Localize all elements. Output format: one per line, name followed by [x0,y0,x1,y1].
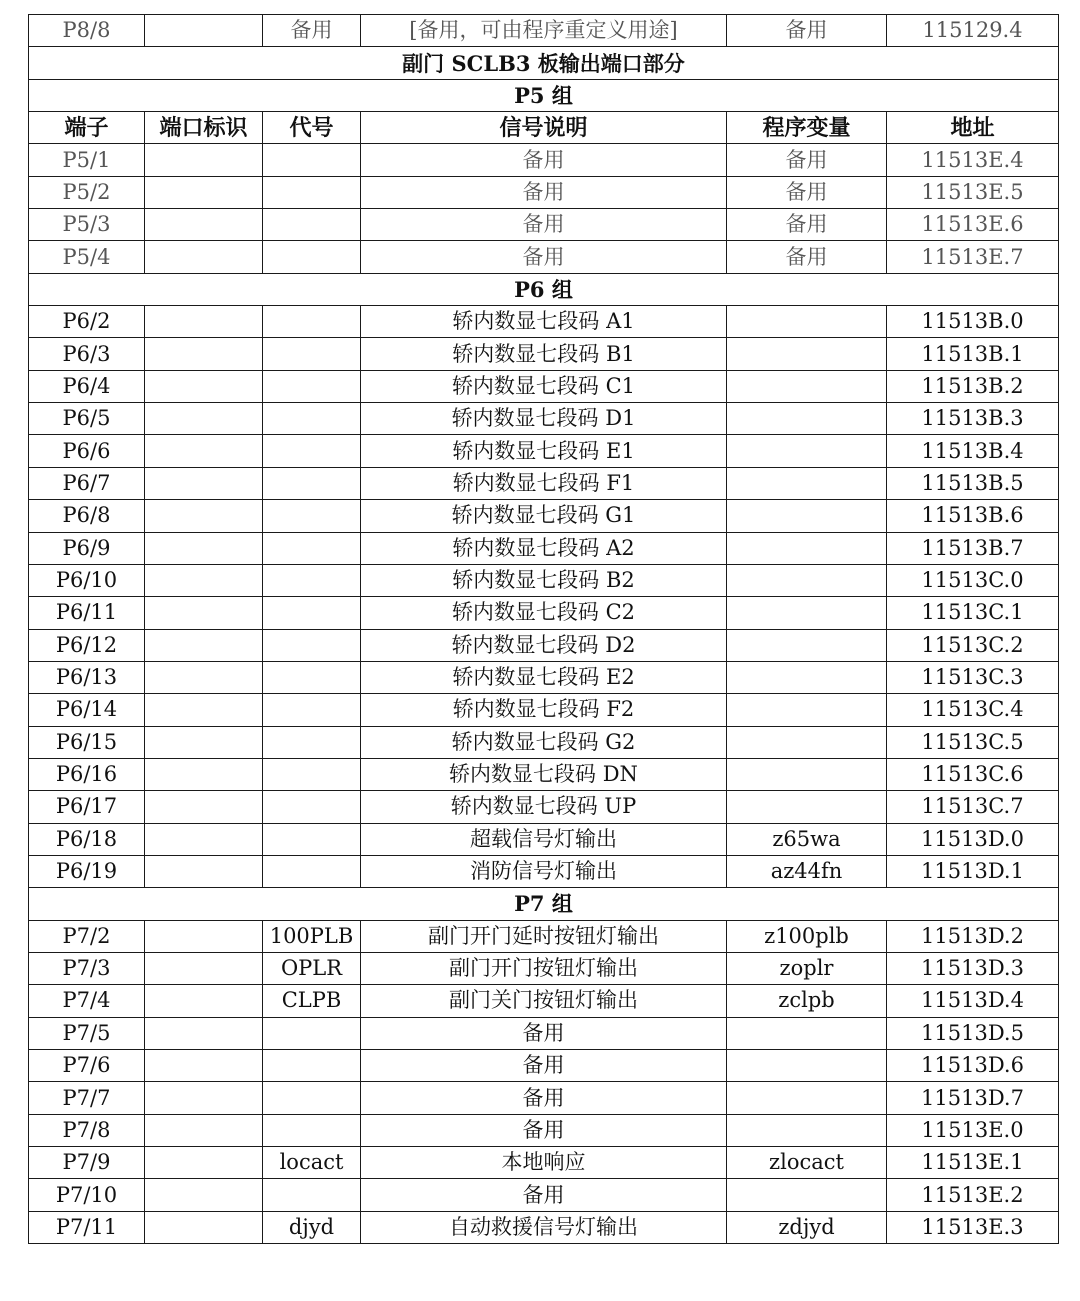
program-var-cell: 备用 [727,176,887,208]
code-cell [263,1082,361,1114]
signal-desc-cell: 备用 [361,1017,727,1049]
program-var-cell [727,370,887,402]
terminal-cell: P7/10 [29,1179,145,1211]
port-id-cell [145,1114,263,1146]
terminal-cell: P6/17 [29,791,145,823]
table-row [29,467,1059,499]
terminal-cell: P7/3 [29,952,145,984]
table-row [29,176,1059,208]
terminal-cell: P5/3 [29,209,145,241]
code-cell [263,403,361,435]
table-row [29,629,1059,661]
code-cell: djyd [263,1211,361,1243]
address-cell: 11513D.2 [887,920,1059,952]
address-cell: 115129.4 [887,15,1059,47]
code-cell [263,726,361,758]
port-id-cell [145,920,263,952]
table-row [29,15,1059,47]
port-id-cell [145,467,263,499]
address-cell: 11513C.6 [887,758,1059,790]
table-row [29,1082,1059,1114]
code-cell: 100PLB [263,920,361,952]
port-id-cell [145,791,263,823]
signal-desc-cell: 轿内数显七段码 B2 [361,564,727,596]
table-row [29,758,1059,790]
group-title: P6 组 [29,273,1059,305]
program-var-cell [727,758,887,790]
table-row [29,306,1059,338]
signal-desc-cell: 轿内数显七段码 D1 [361,403,727,435]
terminal-cell: P7/9 [29,1147,145,1179]
port-id-cell [145,1147,263,1179]
program-var-cell: az44fn [727,855,887,887]
program-var-cell [727,403,887,435]
program-var-cell [727,564,887,596]
port-id-cell [145,952,263,984]
terminal-cell: P6/2 [29,306,145,338]
table-row [29,1211,1059,1243]
port-id-cell [145,823,263,855]
signal-desc-cell: [备用，可由程序重定义用途] [361,15,727,47]
table-row [29,564,1059,596]
address-cell: 11513D.0 [887,823,1059,855]
program-var-cell [727,532,887,564]
signal-desc-cell: 备用 [361,144,727,176]
table-row [29,1147,1059,1179]
port-id-cell [145,661,263,693]
program-var-cell: zlocact [727,1147,887,1179]
signal-desc-cell: 备用 [361,1082,727,1114]
code-cell [263,532,361,564]
table-row [29,791,1059,823]
code-cell [263,306,361,338]
code-cell [263,629,361,661]
signal-desc-cell: 消防信号灯输出 [361,855,727,887]
terminal-cell: P6/4 [29,370,145,402]
port-id-cell [145,241,263,273]
address-cell: 11513E.7 [887,241,1059,273]
address-cell: 11513D.4 [887,985,1059,1017]
program-var-cell: z65wa [727,823,887,855]
address-cell: 11513E.2 [887,1179,1059,1211]
signal-desc-cell: 备用 [361,209,727,241]
code-cell [263,564,361,596]
signal-desc-cell: 轿内数显七段码 UP [361,791,727,823]
table-row [29,823,1059,855]
code-cell [263,1050,361,1082]
signal-desc-cell: 轿内数显七段码 C2 [361,597,727,629]
terminal-cell: P6/3 [29,338,145,370]
table-row [29,855,1059,887]
signal-desc-cell: 轿内数显七段码 F2 [361,694,727,726]
program-var-cell [727,1114,887,1146]
group-header-row [29,79,1059,111]
table-row [29,726,1059,758]
code-cell [263,855,361,887]
signal-desc-cell: 轿内数显七段码 B1 [361,338,727,370]
code-cell [263,370,361,402]
table-row [29,597,1059,629]
signal-desc-cell: 轿内数显七段码 G1 [361,500,727,532]
code-cell [263,1114,361,1146]
address-cell: 11513E.5 [887,176,1059,208]
column-header-row [29,112,1059,144]
terminal-cell: P7/4 [29,985,145,1017]
port-id-cell [145,500,263,532]
address-cell: 11513E.0 [887,1114,1059,1146]
signal-desc-cell: 自动救援信号灯输出 [361,1211,727,1243]
code-cell [263,694,361,726]
table-row [29,241,1059,273]
group-header-row [29,273,1059,305]
program-var-cell [727,500,887,532]
address-cell: 11513C.0 [887,564,1059,596]
table-row [29,985,1059,1017]
address-cell: 11513E.1 [887,1147,1059,1179]
terminal-cell: P6/18 [29,823,145,855]
port-id-cell [145,629,263,661]
table-row [29,920,1059,952]
code-cell [263,597,361,629]
terminal-cell: P6/11 [29,597,145,629]
address-cell: 11513B.0 [887,306,1059,338]
signal-desc-cell: 副门关门按钮灯输出 [361,985,727,1017]
port-id-cell [145,403,263,435]
table-row [29,370,1059,402]
table-row [29,1114,1059,1146]
port-id-cell [145,1050,263,1082]
signal-desc-cell: 轿内数显七段码 A2 [361,532,727,564]
table-row [29,144,1059,176]
code-cell [263,823,361,855]
code-cell: locact [263,1147,361,1179]
signal-desc-cell: 轿内数显七段码 E1 [361,435,727,467]
terminal-cell: P5/1 [29,144,145,176]
terminal-cell: P6/8 [29,500,145,532]
signal-desc-cell: 轿内数显七段码 G2 [361,726,727,758]
section-title: 副门 SCLB3 板输出端口部分 [29,47,1059,79]
terminal-cell: P8/8 [29,15,145,47]
port-id-cell [145,306,263,338]
terminal-cell: P7/6 [29,1050,145,1082]
code-cell [263,791,361,823]
table-row [29,694,1059,726]
terminal-cell: P5/4 [29,241,145,273]
group-title: P7 组 [29,888,1059,920]
address-cell: 11513E.6 [887,209,1059,241]
address-cell: 11513D.6 [887,1050,1059,1082]
terminal-cell: P6/6 [29,435,145,467]
port-id-cell [145,985,263,1017]
address-cell: 11513D.7 [887,1082,1059,1114]
program-var-cell: zclpb [727,985,887,1017]
address-cell: 11513B.3 [887,403,1059,435]
program-var-cell [727,791,887,823]
address-cell: 11513C.1 [887,597,1059,629]
program-var-cell [727,1017,887,1049]
terminal-cell: P7/11 [29,1211,145,1243]
table-row [29,532,1059,564]
code-cell [263,241,361,273]
table-row [29,952,1059,984]
program-var-cell [727,435,887,467]
address-cell: 11513C.4 [887,694,1059,726]
code-cell: CLPB [263,985,361,1017]
terminal-cell: P6/10 [29,564,145,596]
table-row [29,1050,1059,1082]
signal-desc-cell: 备用 [361,1114,727,1146]
program-var-cell [727,661,887,693]
terminal-cell: P6/9 [29,532,145,564]
address-cell: 11513B.1 [887,338,1059,370]
signal-desc-cell: 轿内数显七段码 A1 [361,306,727,338]
table-row [29,403,1059,435]
port-id-cell [145,144,263,176]
signal-desc-cell: 超载信号灯输出 [361,823,727,855]
table-row [29,1017,1059,1049]
code-cell: 备用 [263,15,361,47]
address-cell: 11513E.3 [887,1211,1059,1243]
program-var-cell [727,1179,887,1211]
table-row [29,209,1059,241]
port-id-cell [145,370,263,402]
program-var-cell [727,694,887,726]
terminal-cell: P7/8 [29,1114,145,1146]
signal-desc-cell: 备用 [361,176,727,208]
signal-desc-cell: 本地响应 [361,1147,727,1179]
code-cell [263,144,361,176]
program-var-cell [727,597,887,629]
program-var-cell [727,467,887,499]
code-cell [263,661,361,693]
code-cell [263,1017,361,1049]
program-var-cell: 备用 [727,241,887,273]
port-id-cell [145,597,263,629]
address-cell: 11513B.6 [887,500,1059,532]
code-cell [263,467,361,499]
program-var-cell: 备用 [727,15,887,47]
terminal-cell: P6/16 [29,758,145,790]
signal-desc-cell: 轿内数显七段码 C1 [361,370,727,402]
section-title-row [29,47,1059,79]
terminal-cell: P6/5 [29,403,145,435]
terminal-cell: P7/5 [29,1017,145,1049]
address-cell: 11513B.4 [887,435,1059,467]
terminal-cell: P6/15 [29,726,145,758]
port-id-cell [145,15,263,47]
address-cell: 11513B.7 [887,532,1059,564]
column-header: 程序变量 [727,112,887,144]
address-cell: 11513E.4 [887,144,1059,176]
code-cell [263,435,361,467]
program-var-cell: zoplr [727,952,887,984]
address-cell: 11513C.5 [887,726,1059,758]
column-header: 地址 [887,112,1059,144]
signal-desc-cell: 副门开门按钮灯输出 [361,952,727,984]
signal-desc-cell: 副门开门延时按钮灯输出 [361,920,727,952]
column-header: 端口标识 [145,112,263,144]
port-id-cell [145,726,263,758]
port-id-cell [145,855,263,887]
signal-desc-cell: 备用 [361,241,727,273]
terminal-cell: P6/19 [29,855,145,887]
column-header: 端子 [29,112,145,144]
table-row [29,500,1059,532]
port-id-cell [145,1082,263,1114]
address-cell: 11513D.1 [887,855,1059,887]
terminal-cell: P7/2 [29,920,145,952]
terminal-cell: P6/7 [29,467,145,499]
program-var-cell: 备用 [727,209,887,241]
code-cell [263,209,361,241]
code-cell [263,1179,361,1211]
port-id-cell [145,176,263,208]
code-cell [263,176,361,208]
signal-desc-cell: 备用 [361,1179,727,1211]
port-id-cell [145,338,263,370]
code-cell [263,338,361,370]
code-cell [263,500,361,532]
address-cell: 11513B.5 [887,467,1059,499]
port-id-cell [145,564,263,596]
program-var-cell [727,1050,887,1082]
program-var-cell: z100plb [727,920,887,952]
address-cell: 11513C.7 [887,791,1059,823]
terminal-cell: P6/13 [29,661,145,693]
code-cell: OPLR [263,952,361,984]
signal-desc-cell: 轿内数显七段码 D2 [361,629,727,661]
program-var-cell [727,629,887,661]
table-row [29,661,1059,693]
table-body [29,15,1059,1244]
terminal-cell: P6/12 [29,629,145,661]
column-header: 信号说明 [361,112,727,144]
address-cell: 11513D.5 [887,1017,1059,1049]
code-cell [263,758,361,790]
address-cell: 11513C.2 [887,629,1059,661]
port-id-cell [145,209,263,241]
group-title: P5 组 [29,79,1059,111]
port-id-cell [145,1179,263,1211]
port-id-cell [145,1211,263,1243]
terminal-cell: P5/2 [29,176,145,208]
table-row [29,435,1059,467]
port-id-cell [145,532,263,564]
program-var-cell [727,306,887,338]
port-id-cell [145,694,263,726]
address-cell: 11513D.3 [887,952,1059,984]
address-cell: 11513C.3 [887,661,1059,693]
program-var-cell [727,726,887,758]
address-cell: 11513B.2 [887,370,1059,402]
port-id-cell [145,758,263,790]
group-header-row [29,888,1059,920]
signal-desc-cell: 轿内数显七段码 F1 [361,467,727,499]
table-row [29,338,1059,370]
program-var-cell [727,1082,887,1114]
signal-desc-cell: 轿内数显七段码 E2 [361,661,727,693]
signal-desc-cell: 备用 [361,1050,727,1082]
terminal-cell: P7/7 [29,1082,145,1114]
port-id-cell [145,435,263,467]
column-header: 代号 [263,112,361,144]
program-var-cell: zdjyd [727,1211,887,1243]
signal-desc-cell: 轿内数显七段码 DN [361,758,727,790]
io-port-table [28,14,1059,1244]
program-var-cell [727,338,887,370]
terminal-cell: P6/14 [29,694,145,726]
program-var-cell: 备用 [727,144,887,176]
table-row [29,1179,1059,1211]
port-id-cell [145,1017,263,1049]
